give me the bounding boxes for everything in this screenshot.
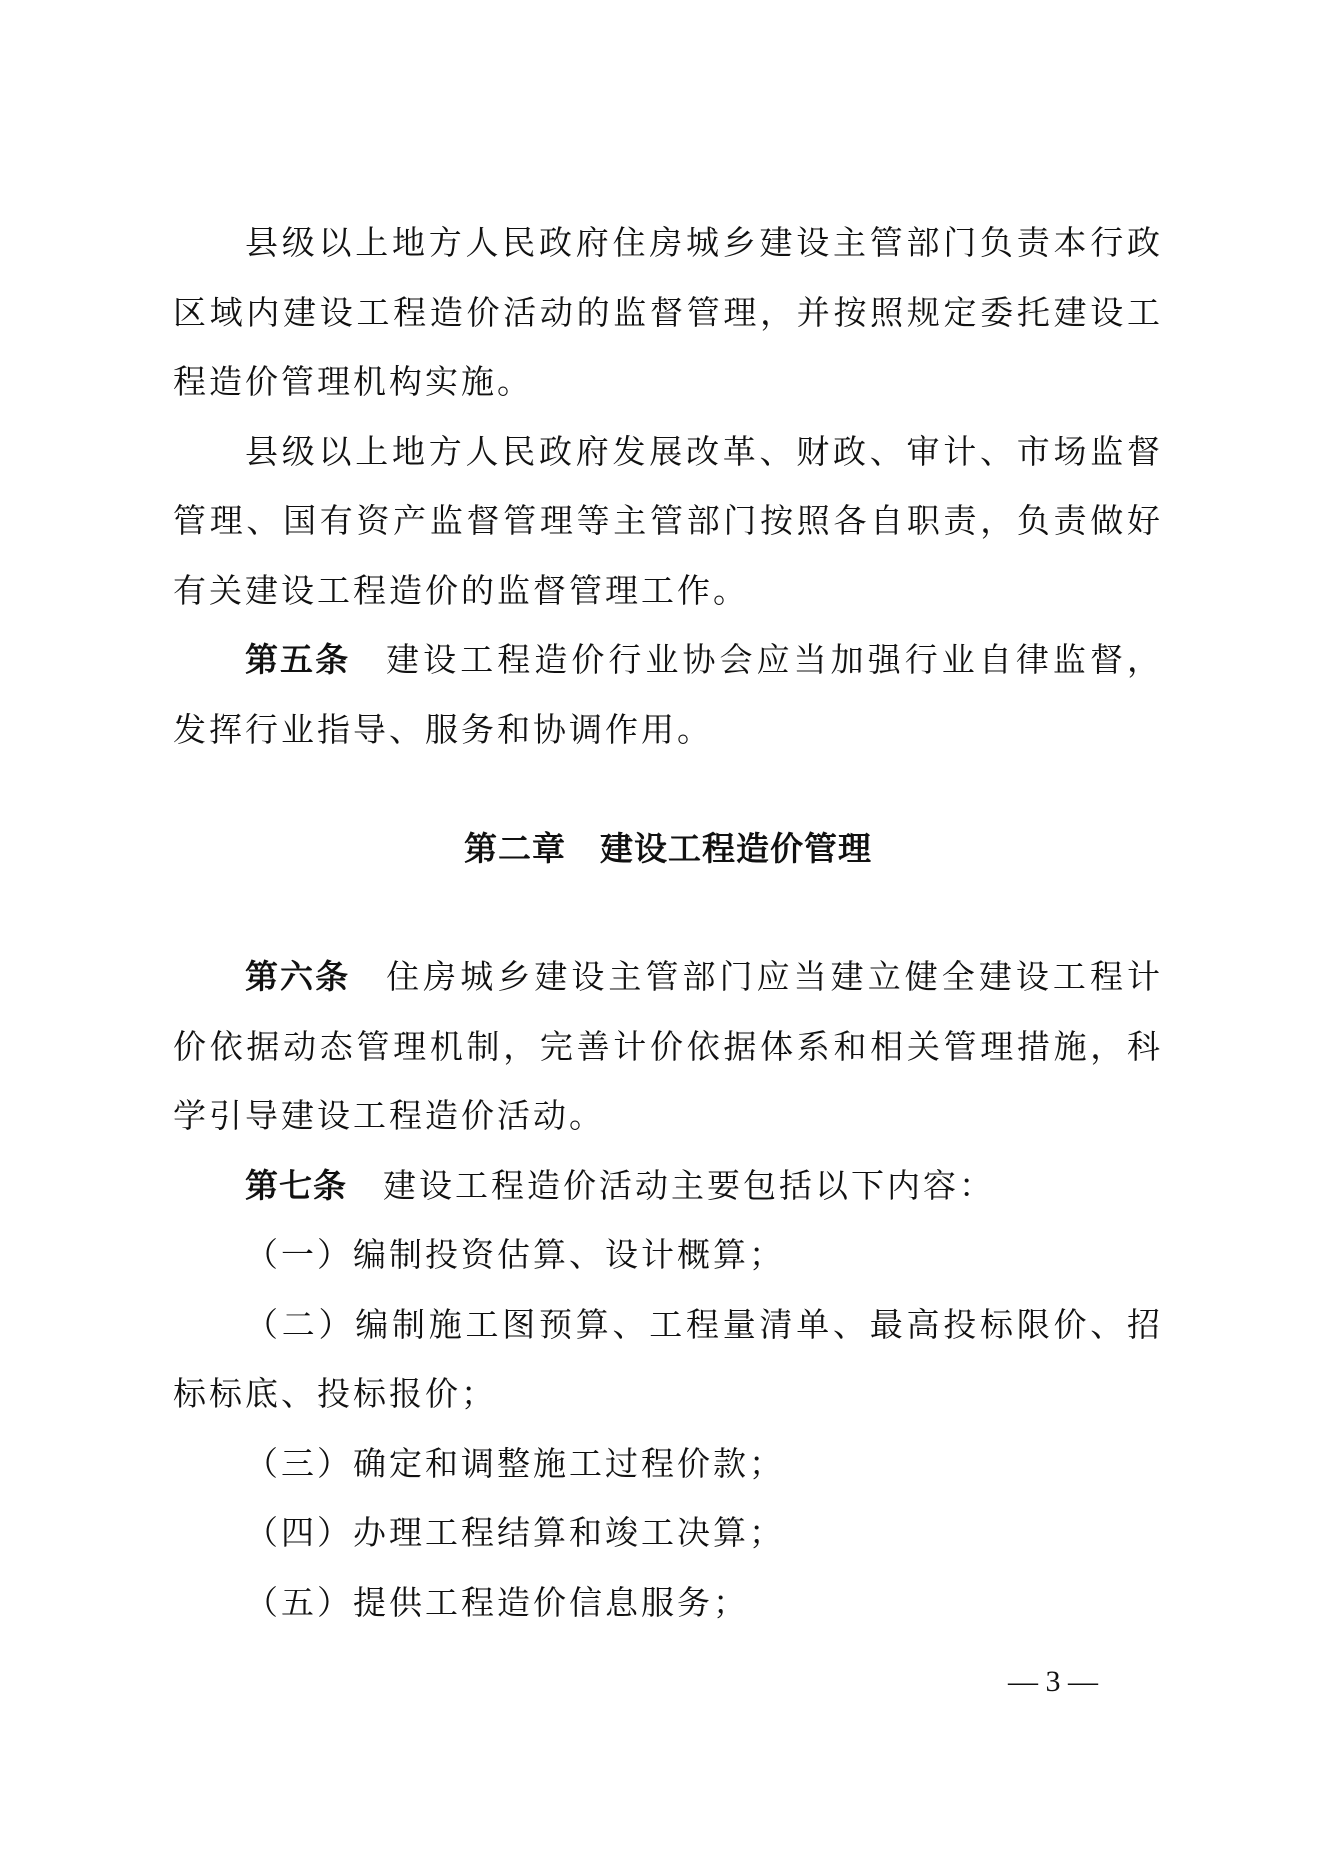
document-body [173,208,1163,1637]
article-number: 第五条 [245,640,351,679]
paragraph-text: 县级以上地方人民政府住房城乡建设主管部门负责本行政区域内建设工程造价活动的监督管理，并按照规定委托建设工程造价管理机构实施。 [173,223,1163,401]
list-item: （一）编制投资估算、设计概算； [245,1235,785,1274]
article-number: 第六条 [245,957,351,996]
article-text: 建设工程造价行业协会应当加强行业自律监督，发挥行业指导、服务和协调作用。 [173,640,1164,749]
article-5 [173,625,1163,764]
list-item: （四）办理工程结算和竣工决算； [245,1513,785,1552]
article-7 [173,1151,1163,1221]
paragraph-text: 县级以上地方人民政府发展改革、财政、审计、市场监督管理、国有资产监督管理等主管部门按照各自职责，负责做好有关建设工程造价的监督管理工作。 [173,431,1163,610]
chapter-title: 第二章 建设工程造价管理 [464,829,872,868]
page-number: — 3 — [1008,1665,1098,1698]
article-text: 建设工程造价活动主要包括以下内容： [383,1165,995,1205]
list-item: （三）确定和调整施工过程价款； [245,1443,785,1483]
paragraph-2 [173,417,1163,626]
list-item: （五）提供工程造价信息服务； [245,1582,749,1622]
paragraph-1 [173,208,1163,417]
list-item: （二）编制施工图预算、工程量清单、最高投标限价、招标标底、投标报价； [173,1304,1163,1413]
article-6 [173,942,1163,1151]
article-number: 第七条 [245,1165,347,1205]
article-text: 住房城乡建设主管部门应当建立健全建设工程计价依据动态管理机制，完善计价依据体系和相关管理措施，科学引导建设工程造价活动。 [173,957,1164,1135]
